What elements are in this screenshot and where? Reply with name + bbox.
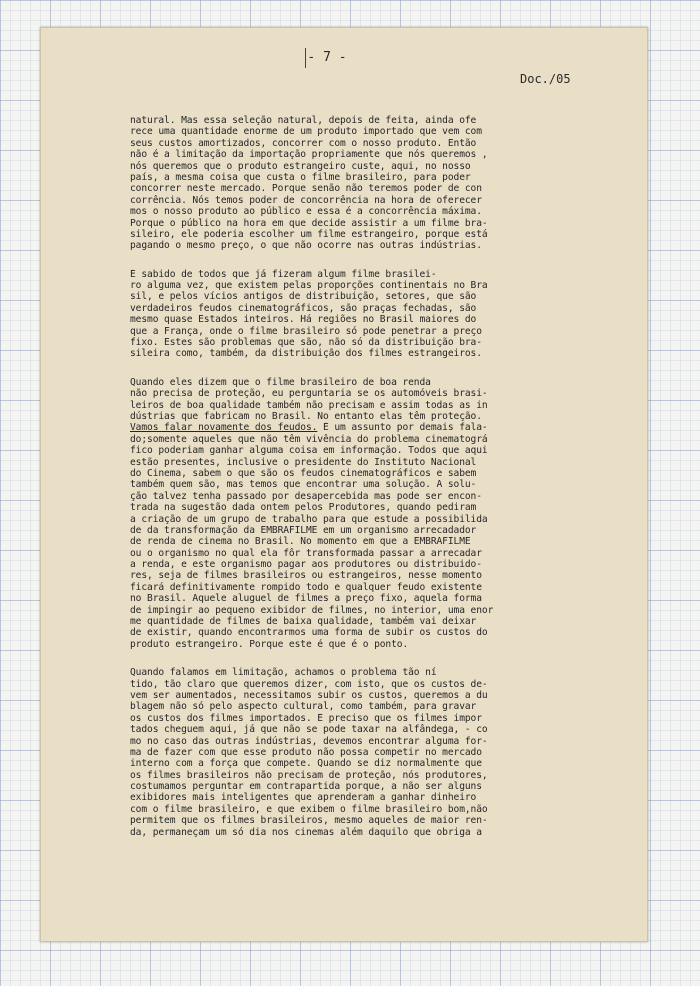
- text-line: interno com a força que compete. Quando se diz normalmente que: [130, 758, 482, 770]
- text-line: sileira como, também, da distribuição dos filmes estrangeiros.: [130, 348, 482, 360]
- text-line: a renda, e este organismo pagar aos produtores ou distribuido-: [130, 559, 482, 571]
- text-line: ma de fazer com que esse produto não possa competir no mercado: [130, 746, 482, 758]
- text-line: no Brasil. Aquele aluguel de filmes a preço fixo, aquela forma: [130, 593, 482, 605]
- text-line: os custos dos filmes importados. É preciso que os filmes impor: [130, 712, 482, 724]
- text-line: de renda de cinema no Brasil. No momento em que a EMBRAFILME: [130, 536, 471, 548]
- text-line: que a França, onde o filme brasileiro só pode penetrar a preço: [130, 325, 482, 337]
- text-line: com o filme brasileiro, e que exibem o filme brasileiro bom,não: [130, 803, 488, 815]
- text-line: país, a mesma coisa que custa o filme brasileiro, para poder: [130, 171, 471, 183]
- text-line: mo no caso das outras indústrias, devemos encontrar alguma for-: [130, 735, 488, 747]
- text-line: de impingir ao pequeno exibidor de filmes, no interior, uma enor: [130, 604, 494, 616]
- text-line: blagem não só pelo aspecto cultural, como também, para gravar: [130, 701, 477, 713]
- text-line: estão presentes, inclusive o presidente do Instituto Nacional: [130, 456, 477, 468]
- text-line: de existir, quando encontrarmos uma forma de subir os custos do: [130, 627, 488, 639]
- text-line: nós queremos que o produto estrangeiro custe, aqui, no nosso: [130, 160, 471, 172]
- text-line: res, seja de filmes brasileiros ou estrangeiros, nesse momento: [130, 570, 482, 582]
- text-line: produto estrangeiro. Porque este é que é o ponto.: [130, 638, 409, 650]
- text-line: seus custos amortizados, concorrer com o nosso produto. Então: [130, 137, 477, 149]
- text-line: me quantidade de filmes de baixa qualidade, também vai deixar: [130, 616, 477, 628]
- text-line: ção talvez tenha passado por desapercebida mas pode ser encon-: [130, 490, 482, 502]
- text-line: não é a limitação da importação propriamente que nós queremos ,: [130, 149, 488, 161]
- text-line: leiros de boa qualidade também não precisam e assim todas as in: [130, 399, 488, 411]
- text-line: corrência. Nós temos poder de concorrência na hora de oferecer: [130, 194, 482, 206]
- text-line: fico poderiam ganhar alguma coisa em informação. Todos que aqui: [130, 445, 488, 457]
- text-line: ro alguma vez, que existem pelas proporções continentais no Bra: [130, 280, 488, 292]
- paragraph: [130, 667, 585, 838]
- paragraph: [130, 377, 585, 650]
- text-line: mesmo quase Estados inteiros. Há regiões no Brasil maiores do: [130, 314, 477, 326]
- underlined-phrase: Vamos falar novamente dos feudos.: [130, 422, 318, 434]
- text-line: também quem são, mas temos que encontrar uma solução. A solu-: [130, 479, 477, 491]
- text-line: vem ser aumentados, necessitamos subir os custos, queremos a du: [130, 689, 488, 701]
- text-line: ficará definitivamente rompido todo e qualquer feudo existente: [130, 581, 482, 593]
- text-line: tido, tão claro que queremos dizer, com isto, que os custos de-: [130, 678, 488, 690]
- text-line: da, permaneçam um só dia nos cinemas além daquilo que obriga a: [130, 826, 482, 838]
- text-line: ou o organismo no qual ela fôr transformada passar a arrecadar: [130, 547, 482, 559]
- text-line: É sabido de todos que já fizeram algum filme brasilei-: [130, 268, 437, 280]
- text-line: fixo. Estes são problemas que são, não só da distribuição bra-: [130, 337, 482, 349]
- document-body: [130, 115, 585, 855]
- text-line: Quando falamos em limitação, achamos o problema tão ní: [130, 667, 437, 679]
- text-line: mos o nosso produto ao público e essa é a concorrência máxima.: [130, 206, 482, 218]
- text-line: permitem que os filmes brasileiros, mesmo aqueles de maior ren-: [130, 815, 488, 827]
- text-line: não precisa de proteção, eu perguntaria se os automóveis brasi-: [130, 388, 488, 400]
- paragraph: [130, 115, 585, 252]
- text-line: Quando eles dizem que o filme brasileiro de boa renda: [130, 376, 431, 388]
- document-reference: Doc./05: [520, 72, 571, 86]
- text-line: Vamos falar novamente dos feudos. É um assunto por demais fala-: [130, 422, 488, 434]
- text-line: natural. Mas essa seleção natural, depois de feita, ainda ofe: [130, 115, 477, 126]
- paragraph: [130, 269, 585, 360]
- text-line: rece uma quantidade enorme de um produto importado que vem com: [130, 126, 482, 138]
- text-line: exibidores mais inteligentes que aprenderam a ganhar dinheiro: [130, 792, 477, 804]
- text-line: de da transformação da EMBRAFILME em um organismo arrecadador: [130, 524, 477, 536]
- text-line: pagando o mesmo preço, o que não ocorre nas outras indústrias.: [130, 240, 482, 252]
- text-line: do;somente aqueles que não têm vivência do problema cinematográ: [130, 433, 488, 445]
- text-line: trada na sugestão dada ontem pelos Produtores, quando pediram: [130, 502, 477, 514]
- text-line: tados cheguem aqui, já que não se pode taxar na alfândega, - co: [130, 724, 488, 736]
- text-line: verdadeiros feudos cinematográficos, são praças fechadas, são: [130, 302, 477, 314]
- text-line: Porque o público na hora em que decide assistir a um filme bra-: [130, 217, 488, 229]
- text-line: costumamos perguntar em contrapartida porque, a não ser alguns: [130, 781, 482, 793]
- text-line: os filmes brasileiros não precisam de proteção, nós produtores,: [130, 769, 488, 781]
- text-line: a criação de um grupo de trabalho para que estude a possibilida: [130, 513, 488, 525]
- text-line: dústrias que fabricam no Brasil. No entanto elas têm proteção.: [130, 410, 482, 422]
- text-line: concorrer neste mercado. Porque senão não teremos poder de con: [130, 183, 482, 195]
- text-line: sil, e pelos vícios antigos de distribuição, setores, que são: [130, 291, 477, 303]
- text-line: sileiro, ele poderia escolher um filme estrangeiro, porque está: [130, 228, 488, 240]
- text-line: do Cinema, sabem o que são os feudos cinematográficos e sabem: [130, 467, 477, 479]
- page-number: - 7 -: [307, 50, 347, 65]
